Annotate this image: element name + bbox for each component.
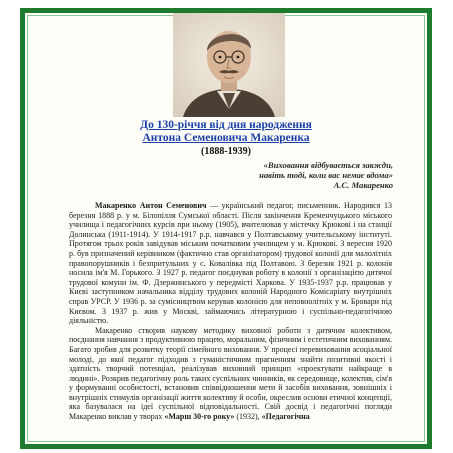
work-title-1: «Марш 30-го року»: [164, 412, 235, 422]
page-title: [25, 119, 427, 144]
title-line-1: До 130-річчя від дня народження: [140, 119, 312, 131]
epigraph-line-1: «Виховання відбувається завжди,: [263, 160, 393, 170]
method-text-2: (1932),: [234, 412, 262, 422]
document-frame: [20, 8, 432, 449]
epigraph-line-2: навіть тоді, коли вас немає вдома»: [259, 169, 393, 180]
epigraph: [133, 161, 393, 190]
portrait-image: [173, 13, 285, 117]
paragraph-method: [69, 326, 392, 422]
article-body: [69, 201, 392, 422]
work-title-2: «Педагогічна: [261, 412, 310, 422]
title-line-2: Антона Семеновича Макаренка: [142, 131, 310, 144]
biography-text: — український педагог, письменник. Народився 13 березня 1888 р. у м. Білопілля Сумської області. Після закінчення Кременчуцького міського училища і педагогічних курсів при ньому (1905), вчителював у містечку Крюкові і на станції Долинська (1911-1914). У 1914-1917 р.р. навчався у Полтавському учительському інституті. Протягом трьох років завідував міським початковим училищем у м. Крюкові. З вересня 1920 р. був призначений керівником (фактично став організатором) трудової колонії для малолітніх правопорушників і безпритульних у с. Ковалівка під Полтавою. З березня 1921 р. колонія носила ім'я М. Горького. З 1927 р. педагог поєднував роботу в колонії з організацією дитячої трудової комуни ім. Ф. Дзержинського у передмісті Харкова. У 1935-1937 р.р. працював у Києві заступником начальника відділу трудових колоній Народного Комісаріату внутрішніх справ УРСР. У 1936 р. за сумісництвом керував колонією для неповнолітніх у м. Бровари під Києвом. З 1937 р. жив у Москві, займаючись літературною і суспільно-педагогічною діяльністю.: [69, 201, 393, 326]
method-text: Макаренко створив наукову методику виховної роботи з дитячим колективом, поєднання навчання з продуктивною працею, моральним, фізичним і естетичним вихованням. Багато зробив для розвитку теорії сімейного виховання. У процесі перевиховання асоціальної молоді, до якої педагог підходив з гуманістичним прагненням знайти позитивні якості і здатність творчий потенціал, реалізував виховний принцип «проектувати найкраще в людині». Розкрив педагогічну роль таких суспільних чинників, як середовище, колектив, сім'я у формуванні особистості, встановив співвідношення мети й засобів виховання, зовнішніх і внутрішніх стимулів організації життя колективу й особи, окреслив основи етичної концепції, яка базувалася на ідеї суспільної відповідальності. Свій досвід і педагогічні погляди Макаренко виклав у творах: [69, 325, 392, 422]
epigraph-author: А.С. Макаренко: [333, 179, 393, 190]
paragraph-biography: [69, 201, 392, 326]
life-years: (1888-1939): [201, 146, 251, 157]
person-name: Макаренко Антон Семенович: [95, 201, 207, 210]
